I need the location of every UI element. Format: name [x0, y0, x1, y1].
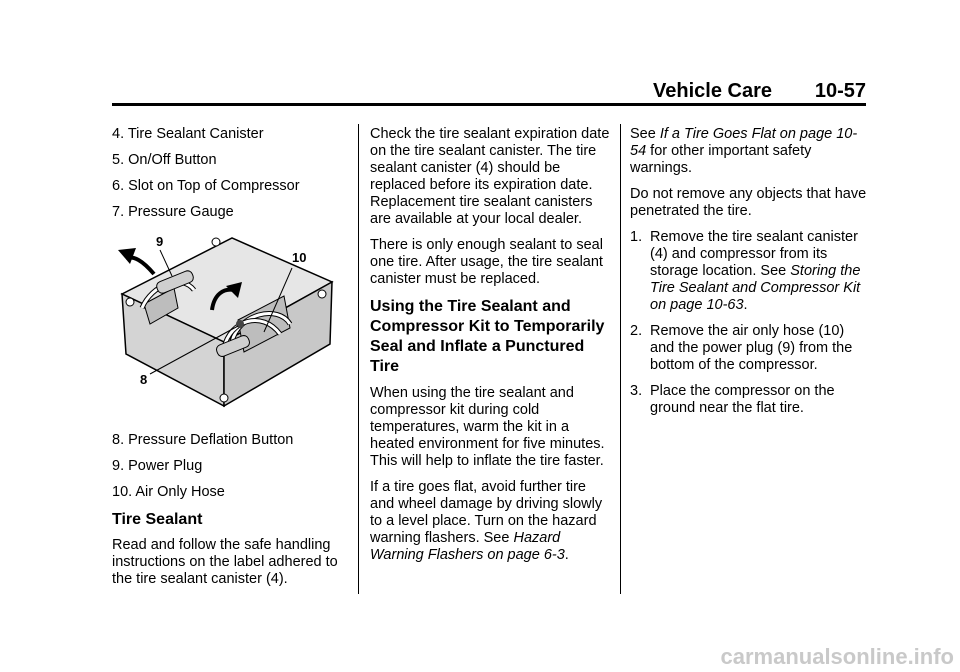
step-item: [630, 229, 870, 314]
compressor-illustration: [112, 224, 344, 424]
column-1: [112, 126, 344, 230]
list-item: 9. Power Plug: [112, 458, 203, 474]
column-2: [370, 126, 610, 573]
paragraph: [370, 479, 610, 564]
paragraph: Check the tire sealant expiration date on the tire sealant canister. The tire sealant canister (4) should be replaced before its expiration date. Replacement tire sealant canisters are available at your local dealer.: [370, 126, 610, 227]
section-heading: Tire Sealant: [112, 511, 203, 528]
page-header: [112, 80, 866, 102]
paragraph-text: .: [564, 547, 569, 563]
column-divider: [620, 124, 621, 594]
cross-reference-link[interactable]: Storing the Tire Sealant and Compressor Kit on page 10-63: [650, 263, 861, 313]
paragraph-text: for other important safety warnings.: [630, 143, 812, 176]
paragraph: When using the tire sealant and compressor kit during cold temperatures, warm the kit in a heated environment for five minutes. This will help to inflate the tire faster.: [370, 385, 605, 469]
paragraph-text: If a tire goes flat, avoid further tire and wheel damage by driving slowly to a level place. Turn on the hazard warning flashers. See: [370, 479, 603, 546]
column-divider: [358, 124, 359, 594]
section-title: Vehicle Care: [653, 80, 772, 102]
column-1-lower: [112, 432, 344, 597]
cross-reference-link[interactable]: If a Tire Goes Flat on page 10-54: [630, 126, 858, 159]
step-text: Remove the air only hose (10) and the power plug (9) from the bottom of the compressor.: [650, 323, 853, 373]
step-text: Place the compressor on the ground near the flat tire.: [650, 383, 835, 416]
paragraph: Do not remove any objects that have penetrated the tire.: [630, 186, 867, 219]
list-item: 5. On/Off Button: [112, 152, 217, 168]
step-item: [630, 323, 870, 374]
paragraph: There is only enough sealant to seal one tire. After usage, the tire sealant canister must be replaced.: [370, 237, 603, 287]
compressor-drawing: [112, 224, 344, 424]
paragraph: Read and follow the safe handling instructions on the label adhered to the tire sealant canister (4).: [112, 537, 338, 587]
watermark: carmanualsonline.info: [720, 644, 954, 669]
callout-8: 8: [140, 372, 148, 387]
step-number: 1.: [630, 229, 643, 245]
step-number: 3.: [630, 383, 643, 399]
list-item: 10. Air Only Hose: [112, 484, 225, 500]
list-item: 7. Pressure Gauge: [112, 204, 234, 220]
paragraph-text: Remove the tire sealant canister (4) and compressor from its storage location. See: [650, 229, 858, 279]
page-number: 10-57: [814, 80, 866, 102]
header-rule: [112, 103, 866, 106]
list-item: 6. Slot on Top of Compressor: [112, 178, 300, 194]
callout-10: 10: [292, 250, 307, 265]
cross-reference-link[interactable]: Hazard Warning Flashers on page 6-3: [370, 530, 565, 563]
paragraph: [630, 126, 870, 177]
column-3: [630, 126, 870, 426]
step-text: [650, 229, 870, 314]
callout-9: 9: [156, 234, 164, 249]
section-heading: Using the Tire Sealant and Compressor Kit to Temporarily Seal and Inflate a Punctured Tire: [370, 298, 605, 375]
step-item: [630, 383, 870, 417]
list-item: 4. Tire Sealant Canister: [112, 126, 264, 142]
paragraph-text: .: [743, 297, 748, 313]
list-item: 8. Pressure Deflation Button: [112, 432, 294, 448]
paragraph-text: See: [630, 126, 660, 142]
step-number: 2.: [630, 323, 643, 339]
